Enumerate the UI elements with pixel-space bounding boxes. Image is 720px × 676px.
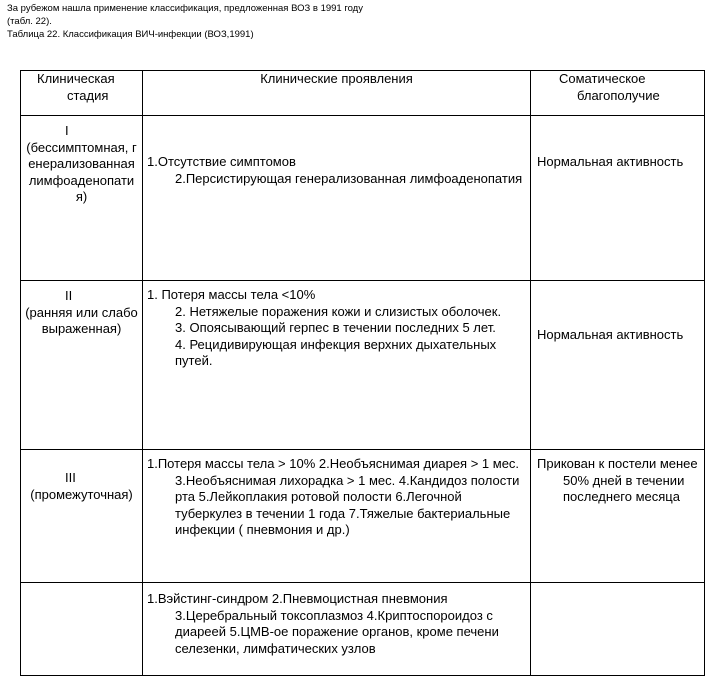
wellbeing-cell xyxy=(531,583,705,676)
manifestations-cell: 1. Потеря массы тела <10% 2. Нетяжелые поражения кожи и слизистых оболочек. 3. Опоясывающий герпес в течении последних 5 лет. 4. Рецидивирующая инфекция верхних дыхательных путей. xyxy=(143,281,531,450)
wellbeing-cell: Нормальная активность xyxy=(531,116,705,281)
stage-cell: II (ранняя или слабовыраженная) xyxy=(21,281,143,450)
hiv-classification-table xyxy=(20,70,705,676)
stage-cell: I (бессимптомная, генерализованная лимфоаденопатия) xyxy=(21,116,143,281)
manifestations-cell: 1.Потеря массы тела > 10% 2.Необъяснимая диарея > 1 мес. 3.Необъяснимая лихорадка > 1 мес. 4.Кандидоз полости рта 5.Лейкоплакия ротовой полости 6.Легочной туберкулез в течении 1 года 7.Тяжелые бактериальные инфекции ( пневмония и др.) xyxy=(143,450,531,583)
manifestations-cell: 1.Отсутствие симптомов 2.Персистирующая генерализованная лимфоаденопатия xyxy=(143,116,531,281)
table-row xyxy=(21,281,705,450)
stage-cell xyxy=(21,583,143,676)
table-caption: Таблица 22. Классификация ВИЧ-инфекции (ВОЗ,1991) xyxy=(7,29,254,40)
table-row xyxy=(21,450,705,583)
header-wellbeing: Соматическое благополучие xyxy=(531,71,705,116)
header-manifestations: Клинические проявления xyxy=(143,71,531,116)
table-header-row xyxy=(21,71,705,116)
wellbeing-cell: Нормальная активность xyxy=(531,281,705,450)
manifestations-cell: 1.Вэйстинг-синдром 2.Пневмоцистная пневмония 3.Церебральный токсоплазмоз 4.Криптоспороидоз с диареей 5.ЦМВ-ое поражение органов, кроме печени селезенки, лимфатических узлов xyxy=(143,583,531,676)
stage-cell: III (промежуточная) xyxy=(21,450,143,583)
wellbeing-cell: Прикован к постели менее 50% дней в течении последнего месяца xyxy=(531,450,705,583)
intro-line-1: За рубежом нашла применение классификация, предложенная ВОЗ в 1991 году xyxy=(7,3,363,14)
table-row xyxy=(21,583,705,676)
header-stage: Клиническая стадия xyxy=(21,71,143,116)
intro-text xyxy=(7,2,363,41)
table-row xyxy=(21,116,705,281)
intro-line-2: (табл. 22). xyxy=(7,16,52,27)
